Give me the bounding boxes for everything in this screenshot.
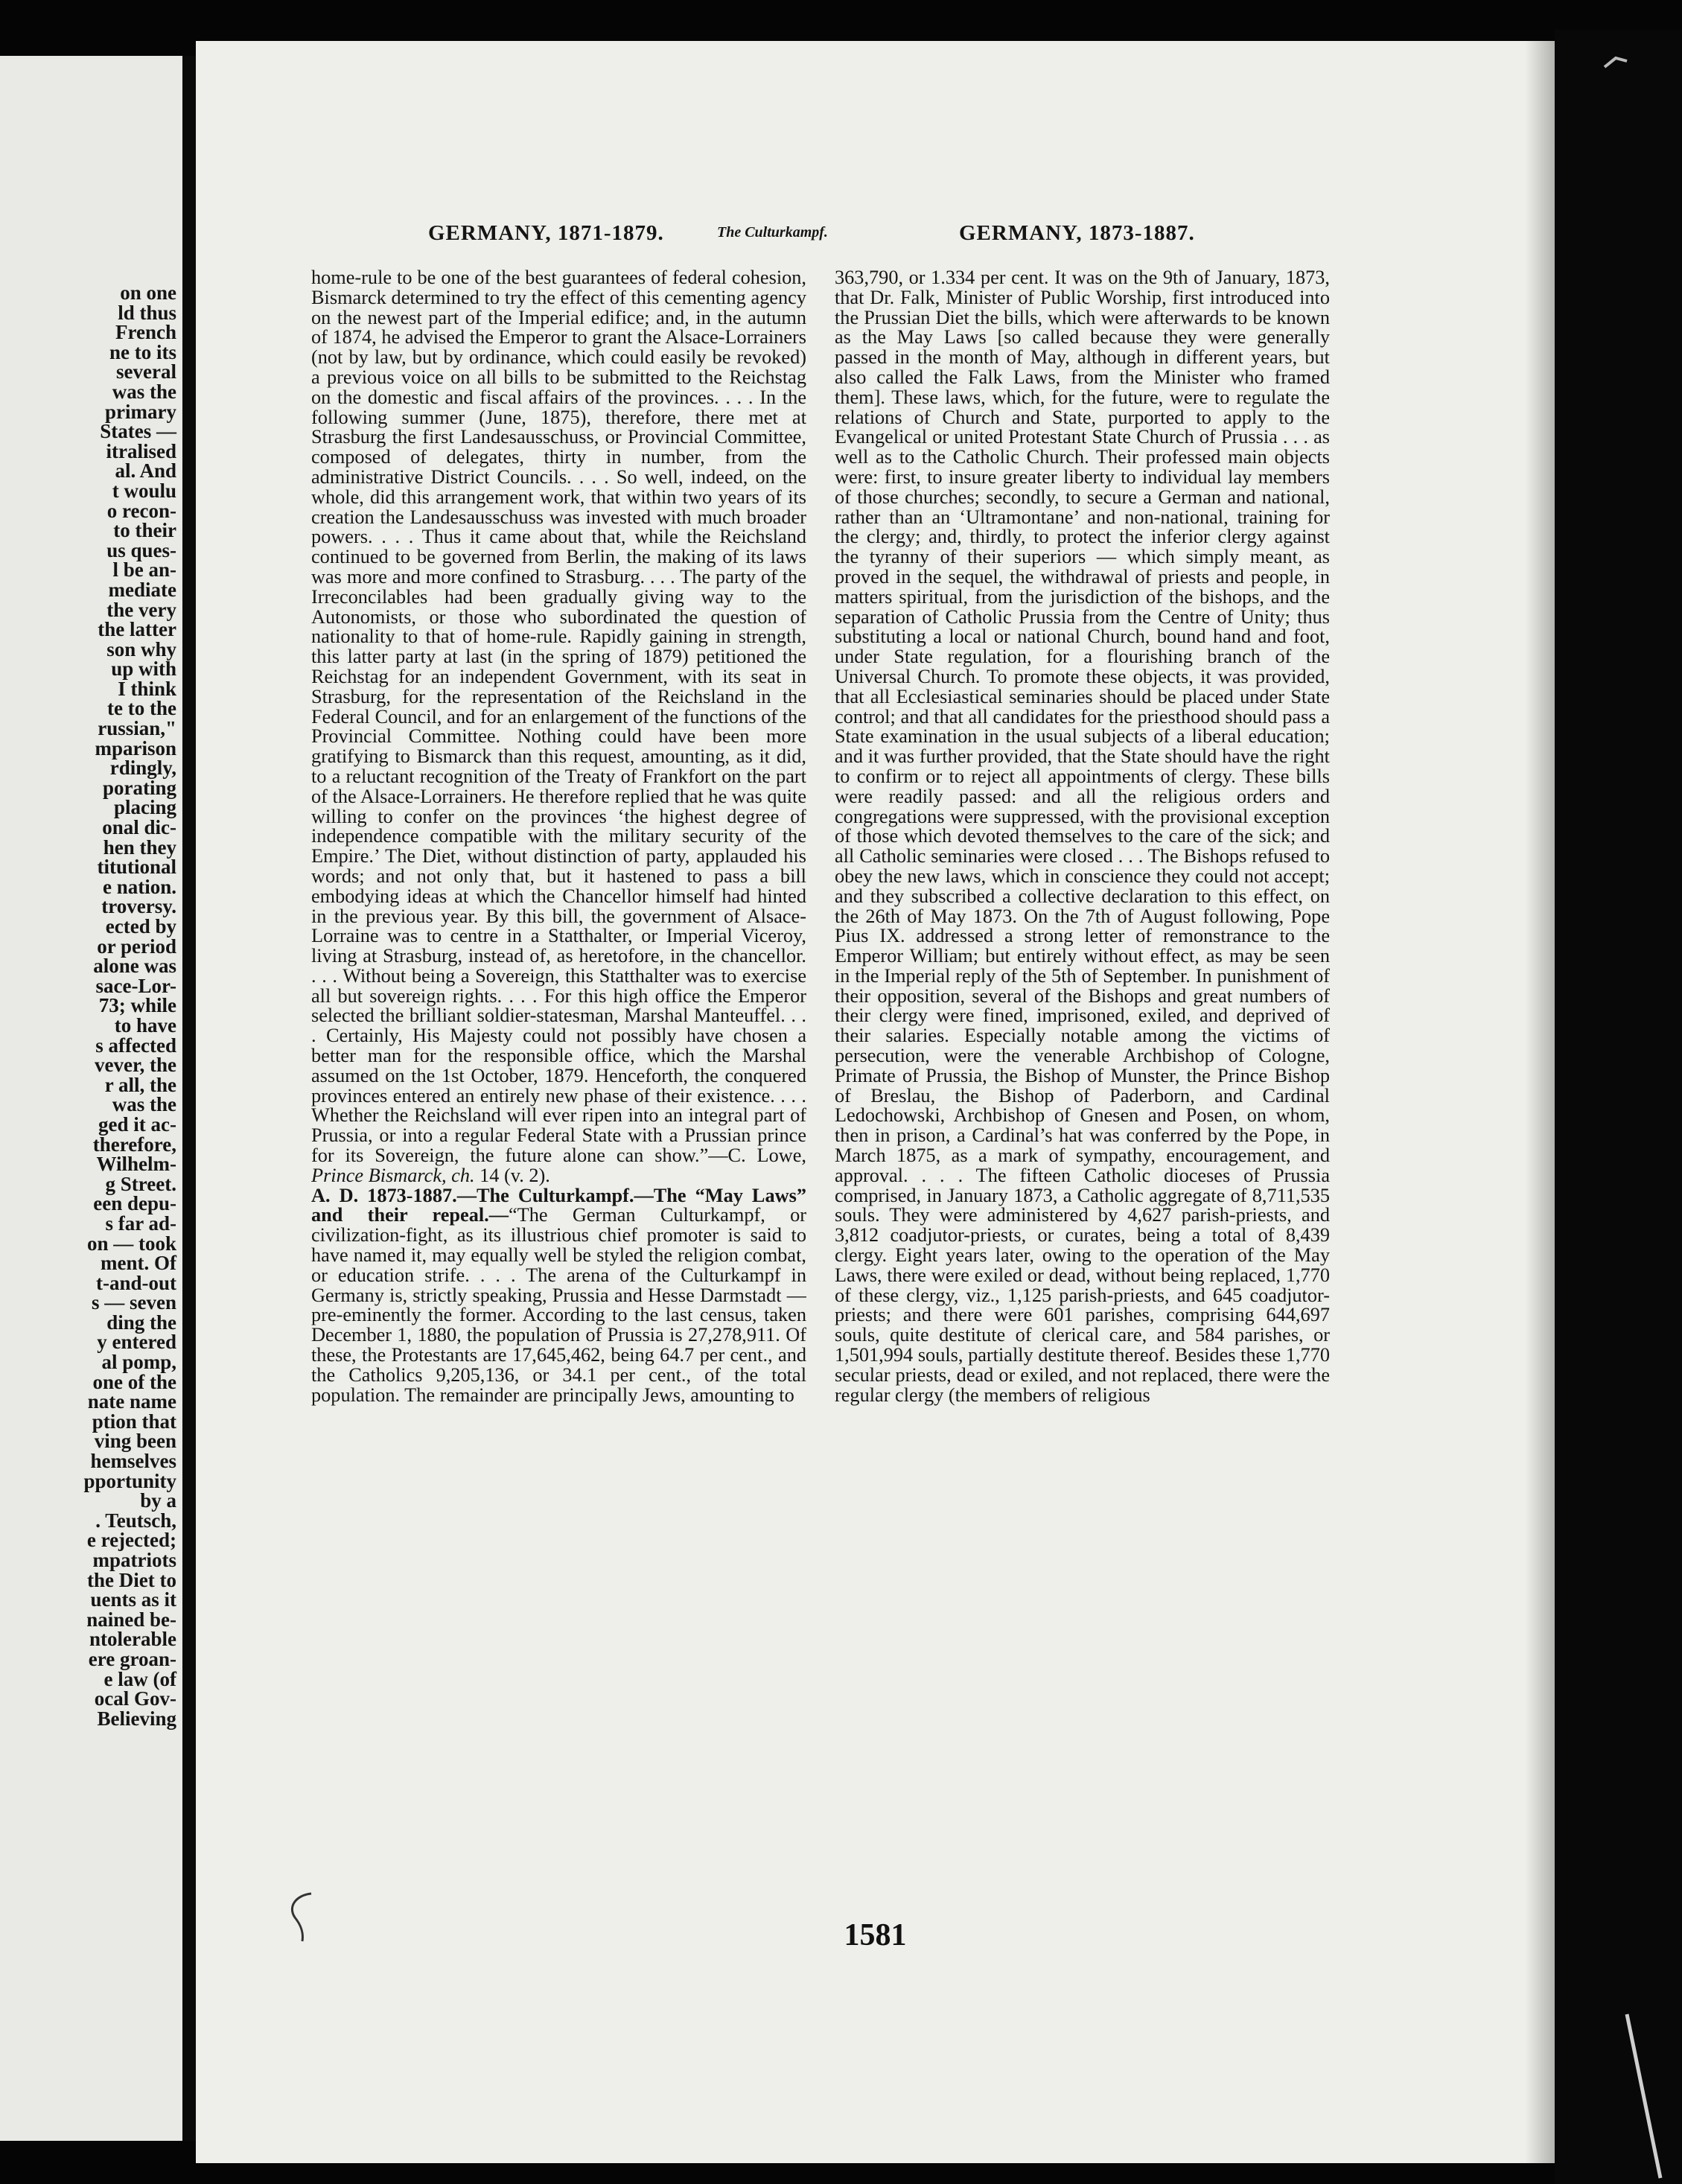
section-paragraph (311, 1186, 806, 1406)
book-edge (1555, 30, 1682, 2184)
header-center: The Culturkampf. (717, 224, 828, 241)
right-column-text: 363,790, or 1.334 per cent. It was on the 9th of January, 1873, that Dr. Falk, Minister of Public Worship, first introduced into the Prussian Diet the bills, which were afterwards to be known as the May Laws [so called because they were generally passed in the month of May, although in different years, but also called the Falk Laws, from the Minister who framed them]. These laws, which, for the future, were to regulate the relations of Church and State, purported to apply to the Evangelical or united Protestant State Church of Prussia . . . as well as to the Catholic Church. Their professed main objects were: first, to insure greater liberty to individual lay members of those churches; secondly, to secure a German and national, rather than an ‘Ultramontane’ and non-national, training for the clergy; and, thirdly, to protect the inferior clergy against the tyranny of their superiors — which simply meant, as proved in the sequel, the withdrawal of priests and people, in matters spiritual, from the jurisdiction of the bishops, and the separation of Catholic Prussia from the Centre of Unity; thus substituting a local or national Church, bound hand and foot, under State regulation, for a flourishing branch of the Universal Church. To promote these objects, it was provided, that all Ecclesiastical seminaries should be placed under State control; and that all candidates for the priesthood should pass a State examination in the usual subjects of a liberal education; and it was further provided, that the State should have the right to confirm or to reject all appointments of clergy. These bills were readily passed: and all the religious orders and congregations were suppressed, with the provisional exception of those which devoted themselves to the care of the sick; and all Catholic seminaries were closed . . . The Bishops refused to obey the new laws, which in conscience they could not accept; and they subscribed a collective declaration to this effect, on the 26th of May 1873. On the 7th of August following, Pope Pius IX. addressed a strong letter of remonstrance to the Emperor William; but entirely without effect, as may be seen in the Imperial reply of the 5th of September. In punishment of their opposition, several of the Bishops and great numbers of their clergy were fined, imprisoned, exiled, and deprived of their salaries. Especially notable among the victims of persecution, were the venerable Archbishop of Cologne, Primate of Prussia, the Bishop of Munster, the Prince Bishop of Breslau, the Bishop of Paderborn, and Cardinal Ledochowski, Archbishop of Gnesen and Posen, on whom, then in prison, a Cardinal’s hat was conferred by the Pope, in March 1875, as a mark of sympathy, encouragement, and approval. . . . The fifteen Catholic dioceses of Prussia comprised, in January 1873, a Catholic aggregate of 8,711,535 souls. They were administered by 4,627 parish-priests, and 3,812 coadjutor-priests, or curates, being a total of 8,439 clergy. Eight years later, owing to the operation of the May Laws, there were exiled or dead, without being replaced, 1,770 of these clergy, viz., 1,125 parish-priests, and 645 coadjutor-priests; and there were 601 parishes, comprising 644,697 souls, quite destitute of clerical care, and 584 parishes, or 1,501,994 souls, partially destitute thereof. Besides these 1,770 secular priests, dead or exiled, and not replaced, there were the regular clergy (the members of religious (835, 268, 1330, 1406)
page-edge-shadow (1525, 41, 1555, 2163)
header-left: GERMANY, 1871-1879. (428, 221, 664, 245)
left-column-paragraph (311, 268, 806, 1186)
citation-title: Prince Bismarck, ch. (311, 1164, 475, 1186)
corner-mark-icon (1601, 52, 1631, 74)
left-column (311, 268, 806, 1914)
running-header (196, 221, 1555, 258)
header-right: GERMANY, 1873-1887. (959, 221, 1195, 245)
page-number: 1581 (844, 1918, 907, 1952)
section-body: “The German Culturkampf, or civilization-fight, as its illustrious chief promoter is said to have named it, may equally well be styled the religion combat, or education strife. . . . The arena of the Culturkampf in Germany is, strictly speaking, Prussia and Hesse Darmstadt — pre-eminently the former. According to the last census, taken December 1, 1880, the population of Prussia is 27,278,911. Of these, the Protestants are 17,645,462, being 64.7 per cent., and the Catholics 9,205,136, or 34.1 per cent., of the total population. The remainder are principally Jews, amounting to (311, 1204, 806, 1406)
left-intro-text: home-rule to be one of the best guarantees of federal cohesion, Bismarck determined to try the effect of this cementing agency on the newest part of the Imperial edifice; and, in the autumn of 1874, he advised the Emperor to grant the Alsace-Lorrainers (not by law, but by ordinance, which could easily be revoked) a previous voice on all bills to be submitted to the Reichstag on the domestic and fiscal affairs of the provinces. . . . In the following summer (June, 1875), therefore, there met at Strasburg the first Landesausschuss, or Provincial Committee, composed of delegates, thirty in number, from the administrative District Councils. . . . So well, indeed, on the whole, did this arrangement work, that within two years of its creation the Landesausschuss was invested with much broader powers. . . . Thus it came about that, while the Reichsland continued to be governed from Berlin, the making of its laws was more and more confined to Strasburg. . . . The party of the Irreconcilables had been gradually giving way to the Autonomists, or those who subordinated the question of nationality to that of home-rule. Rapidly gaining in strength, this latter party at last (in the spring of 1879) petitioned the Reichstag for an independent Government, with its seat in Strasburg, for the representation of the Reichsland in the Federal Council, and for an enlargement of the functions of the Provincial Committee. Nothing could have been more gratifying to Bismarck than this request, amounting, as it did, to a reluctant recognition of the Treaty of Frankfort on the part of the Alsace-Lorrainers. He therefore replied that he was quite willing to confer on the provinces ‘the highest degree of independence compatible with the military security of the Empire.’ The Diet, without distinction of party, applauded his words; and not only that, but it hastened to pass a bill embodying ideas at which the Chancellor himself had hinted in the previous year. By this bill, the government of Alsace-Lorraine was to centre in a Statthalter, or Imperial Viceroy, living at Strasburg, instead of, as heretofore, in the chancellor. . . . Without being a Sovereign, this Statthalter was to exercise all but sovereign rights. . . . For this high office the Emperor selected the brilliant soldier-statesman, Marshal Manteuffel. . . . Certainly, His Majesty could not possibly have chosen a better man for the responsible office, which the Marshal assumed on the 1st October, 1879. Henceforth, the conquered provinces entered an entirely new phase of their existence. . . . Whether the Reichsland will ever ripen into an integral part of Prussia, or into a regular Federal State with a Prussian prince for its Sovereign, the future alone can show.”—C. Lowe, (311, 268, 806, 1167)
book-gutter (182, 56, 196, 2141)
edge-stroke-icon (1623, 2011, 1668, 2182)
pencil-mark-icon (281, 1888, 326, 1947)
section-heading: A. D. 1873-1887.—The Culturkampf.—The “May Laws” and their repeal.— (311, 1184, 806, 1226)
citation-end: 14 (v. 2). (474, 1164, 550, 1186)
right-column (835, 268, 1330, 1914)
previous-page-fragment (0, 56, 182, 2141)
previous-page-text: on one ld thus French ne to its several was the primary States — itralised al. And t woulu o recon- to their us ques- l be an- mediate the very the latter son why up with I think te to the russian," mparison rdingly, porating placing onal dic- hen they titutional e nation. troversy. ected by or period alone was sace-Lor- 73; while to have s affected vever, the r all, the was the ged it ac- therefore, Wilhelm- g Street. een depu- s far ad- on — took ment. Of t-and-out s — seven ding the y entered al pomp, one of the nate name ption that ving been hemselves pportunity by a . Teutsch, e rejected; mpatriots the Diet to uents as it nained be- ntolerable ere groan- e law (of ocal Gov- Believing (83, 281, 176, 1730)
book-page (196, 41, 1555, 2163)
